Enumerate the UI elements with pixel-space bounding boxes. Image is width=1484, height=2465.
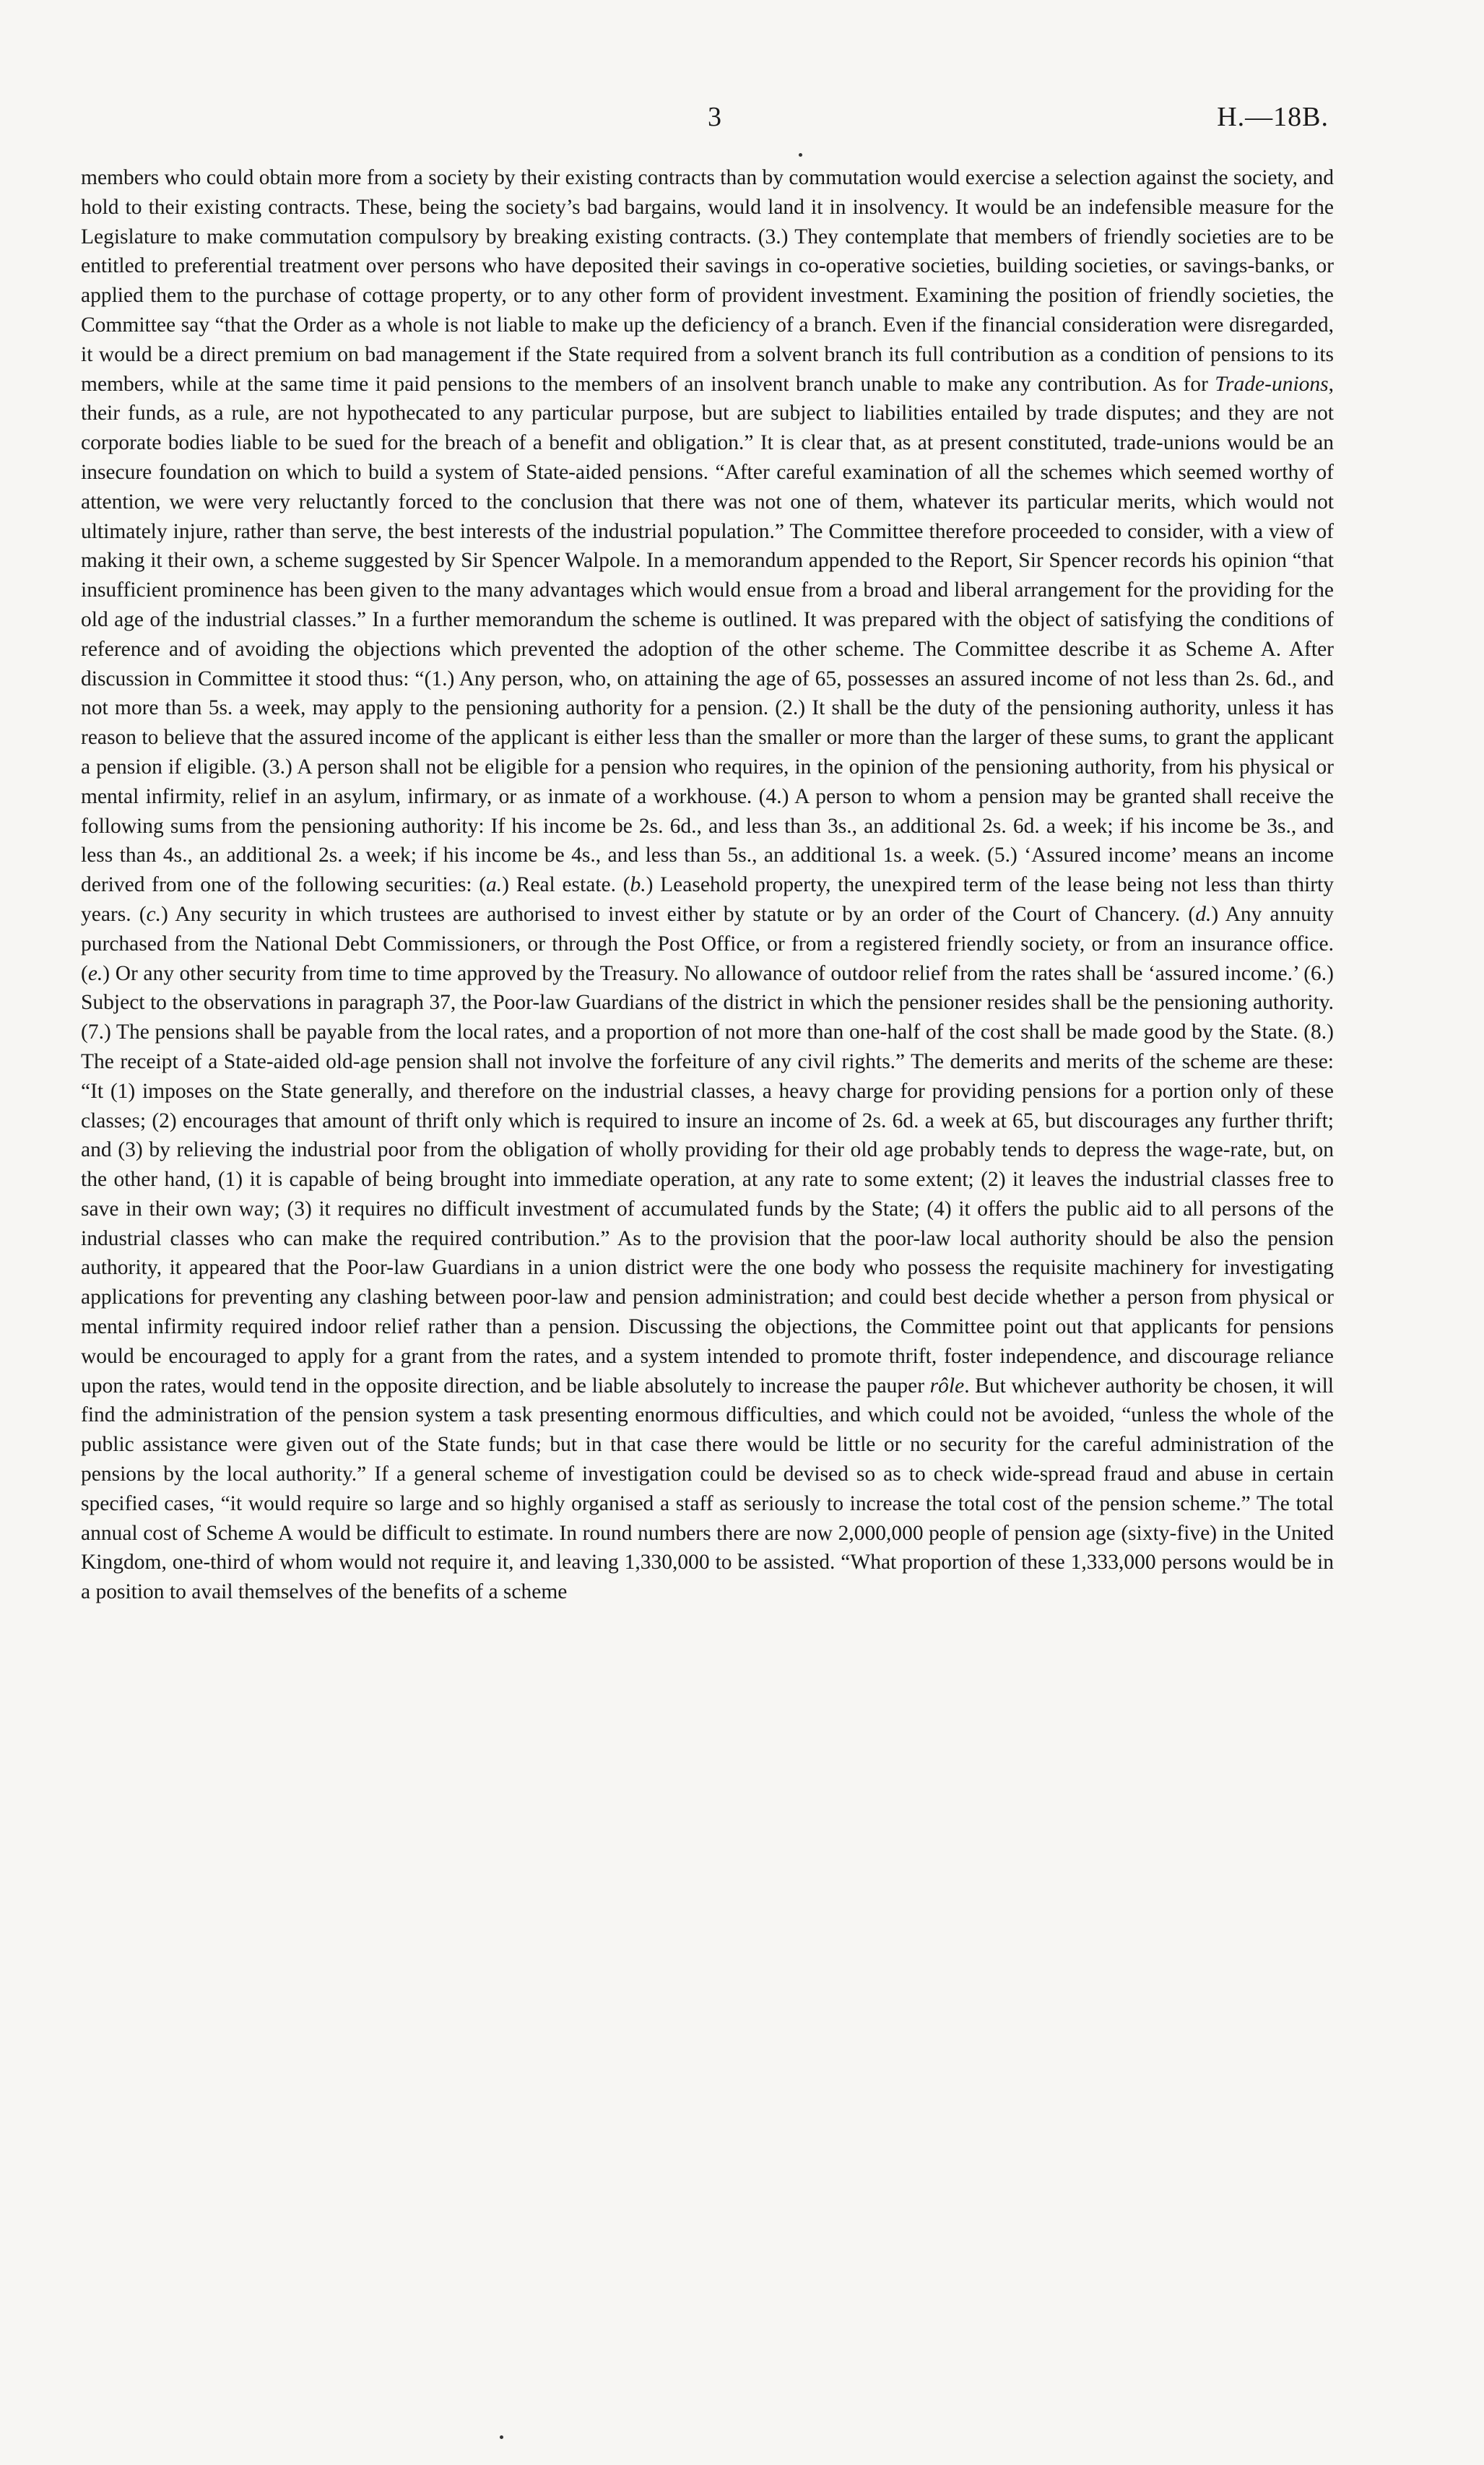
text-segment: ) Any annuity purchased from the National Debt Commissioners, or through the Post Office, or from a registered friendly society, or from an insurance office. ( [81,902,1334,985]
text-segment-italic: e. [87,961,103,985]
text-segment-italic: rôle [929,1374,965,1398]
paragraph [81,163,1334,1607]
text-segment-italic: c. [146,902,161,926]
page-number: 3 [708,102,721,132]
text-segment-italic: b. [630,873,646,897]
text-segment-italic: d. [1195,902,1212,926]
text-segment: ) Any security in which trustees are authorised to invest either by statute or by an order of the Court of Chancery. ( [161,902,1196,926]
text-segment-italic: Trade-unions [1215,372,1329,396]
text-segment: members who could obtain more from a society by their existing contracts than by commutation would exercise a selection against the society, and hold to their existing contracts. These, being the society’s bad bargains, would land it in insolvency. It would be an indefensible measure for the Legislature to make commutation compulsory by breaking existing contracts. (3.) They contemplate that members of friendly societies are to be entitled to preferential treatment over persons who have deposited their savings in co-operative societies, building societies, or savings-banks, or applied them to the purchase of cottage property, or to any other form of provident investment. Examining the position of friendly societies, the Committee say “that the Order as a whole is not liable to make up the deficiency of a branch. Even if the financial consideration were disregarded, it would be a direct premium on bad management if the State required from a solvent branch its full contribution as a condition of pensions to its members, while at the same time it paid pensions to the members of an insolvent branch unable to make any contribution. As for [81,166,1334,396]
page-header [0,101,1484,152]
text-segment: ) Or any other security from time to time approved by the Treasury. No allowance of outdoor relief from the rates shall be ‘assured income.’ (6.) Subject to the observations in paragraph 37, the Poor-law Guardians of the district in which the pensioner resides shall be the pensioning authority. (7.) The pensions shall be payable from the local rates, and a proportion of not more than one-half of the cost shall be made good by the State. (8.) The receipt of a State-aided old-age pension shall not involve the forfeiture of any civil rights.” The demerits and merits of the scheme are these: “It (1) imposes on the State generally, and therefore on the industrial classes, a heavy charge for providing pensions for a portion only of these classes; (2) encourages that amount of thrift only which is required to insure an income of 2s. 6d. a week at 65, but discourages any further thrift; and (3) by relieving the industrial poor from the obligation of wholly providing for their old age probably tends to depress the wage-rate, but, on the other hand, (1) it is capable of being brought into immediate operation, at any rate to some extent; (2) it leaves the industrial classes free to save in their own way; (3) it requires no difficult investment of accumulated funds by the State; (4) it offers the public aid to all persons of the industrial classes who can make the required contribution.” As to the provision that the poor-law local authority should be also the pension authority, it appeared that the Poor-law Guardians in a union district were the one body who possess the requisite machinery for investigating applications for preventing any clashing between poor-law and pension administration; and could best decide whether a person from physical or mental infirmity required indoor relief rather than a pension. Discussing the objections, the Committee point out that applicants for pensions would be encouraged to apply for a grant from the rates, and a system intended to promote thrift, foster independence, and discourage reliance upon the rates, would tend in the opposite direction, and be liable absolutely to increase the pauper [81,961,1334,1398]
document-reference: H.—18B. [1217,102,1329,132]
text-segment: , their funds, as a rule, are not hypothecated to any particular purpose, but are subject to liabilities entailed by trade disputes; and they are not corporate bodies liable to be sued for the breach of a benefit and obligation.” It is clear that, as at present constituted, trade-unions would be an insecure foundation on which to build a system of State-aided pensions. “After careful examination of all the schemes which seemed worthy of attention, we were very reluctantly forced to the conclusion that there was not one of them, whatever its particular merits, which would not ultimately injure, rather than serve, the best interests of the industrial population.” The Committee therefore proceeded to consider, with a view of making it their own, a scheme suggested by Sir Spencer Walpole. In a memorandum appended to the Report, Sir Spencer records his opinion “that insufficient prominence has been given to the many advantages which would ensue from a broad and liberal arrangement for the providing for the old age of the industrial classes.” In a further memorandum the scheme is outlined. It was prepared with the object of satisfying the conditions of reference and of avoiding the objections which prevented the adoption of the other scheme. The Committee describe it as Scheme A. After discussion in Committee it stood thus: “(1.) Any person, who, on attaining the age of 65, possesses an assured income of not less than 2s. 6d., and not more than 5s. a week, may apply to the pensioning authority for a pension. (2.) It shall be the duty of the pensioning authority, unless it has reason to believe that the assured income of the applicant is either less than the smaller or more than the larger of these sums, to grant the applicant a pension if eligible. (3.) A person shall not be eligible for a pension who requires, in the opinion of the pensioning authority, from his physical or mental infirmity, relief in an asylum, infirmary, or as inmate of a workhouse. (4.) A person to whom a pension may be granted shall receive the following sums from the pensioning authority: If his income be 2s. 6d., and less than 3s., an additional 2s. 6d. a week; if his income be 3s., and less than 4s., an additional 2s. a week; if his income be 4s., and less than 5s., an additional 1s. a week. (5.) ‘Assured income’ means an income derived from one of the following securities: ( [81,372,1334,897]
text-segment-italic: a. [486,873,503,897]
print-speck [799,153,802,157]
text-segment: . But whichever authority be chosen, it will find the administration of the pension system a task presenting enormous difficulties, and which could not be avoided, “unless the whole of the public assistance were given out of the State funds; but in that case there would be little or no security for the careful administration of the pensions by the local authority.” If a general scheme of investigation could be devised so as to check wide-spread fraud and abuse in certain specified cases, “it would require so large and so highly organised a staff as seriously to increase the total cost of the pension scheme.” The total annual cost of Scheme A would be difficult to estimate. In round numbers there are now 2,000,000 people of pension age (sixty-five) in the United Kingdom, one-third of whom would not require it, and leaving 1,330,000 to be assisted. “What proportion of these 1,333,000 persons would be in a position to avail themselves of the benefits of a scheme [81,1374,1334,1604]
text-segment: ) Real estate. ( [502,873,630,897]
text-segment: ) Leasehold property, the unexpired term of the lease being not less than thirty years. ( [81,873,1334,926]
print-speck [500,2435,503,2439]
body-text [81,163,1334,1607]
